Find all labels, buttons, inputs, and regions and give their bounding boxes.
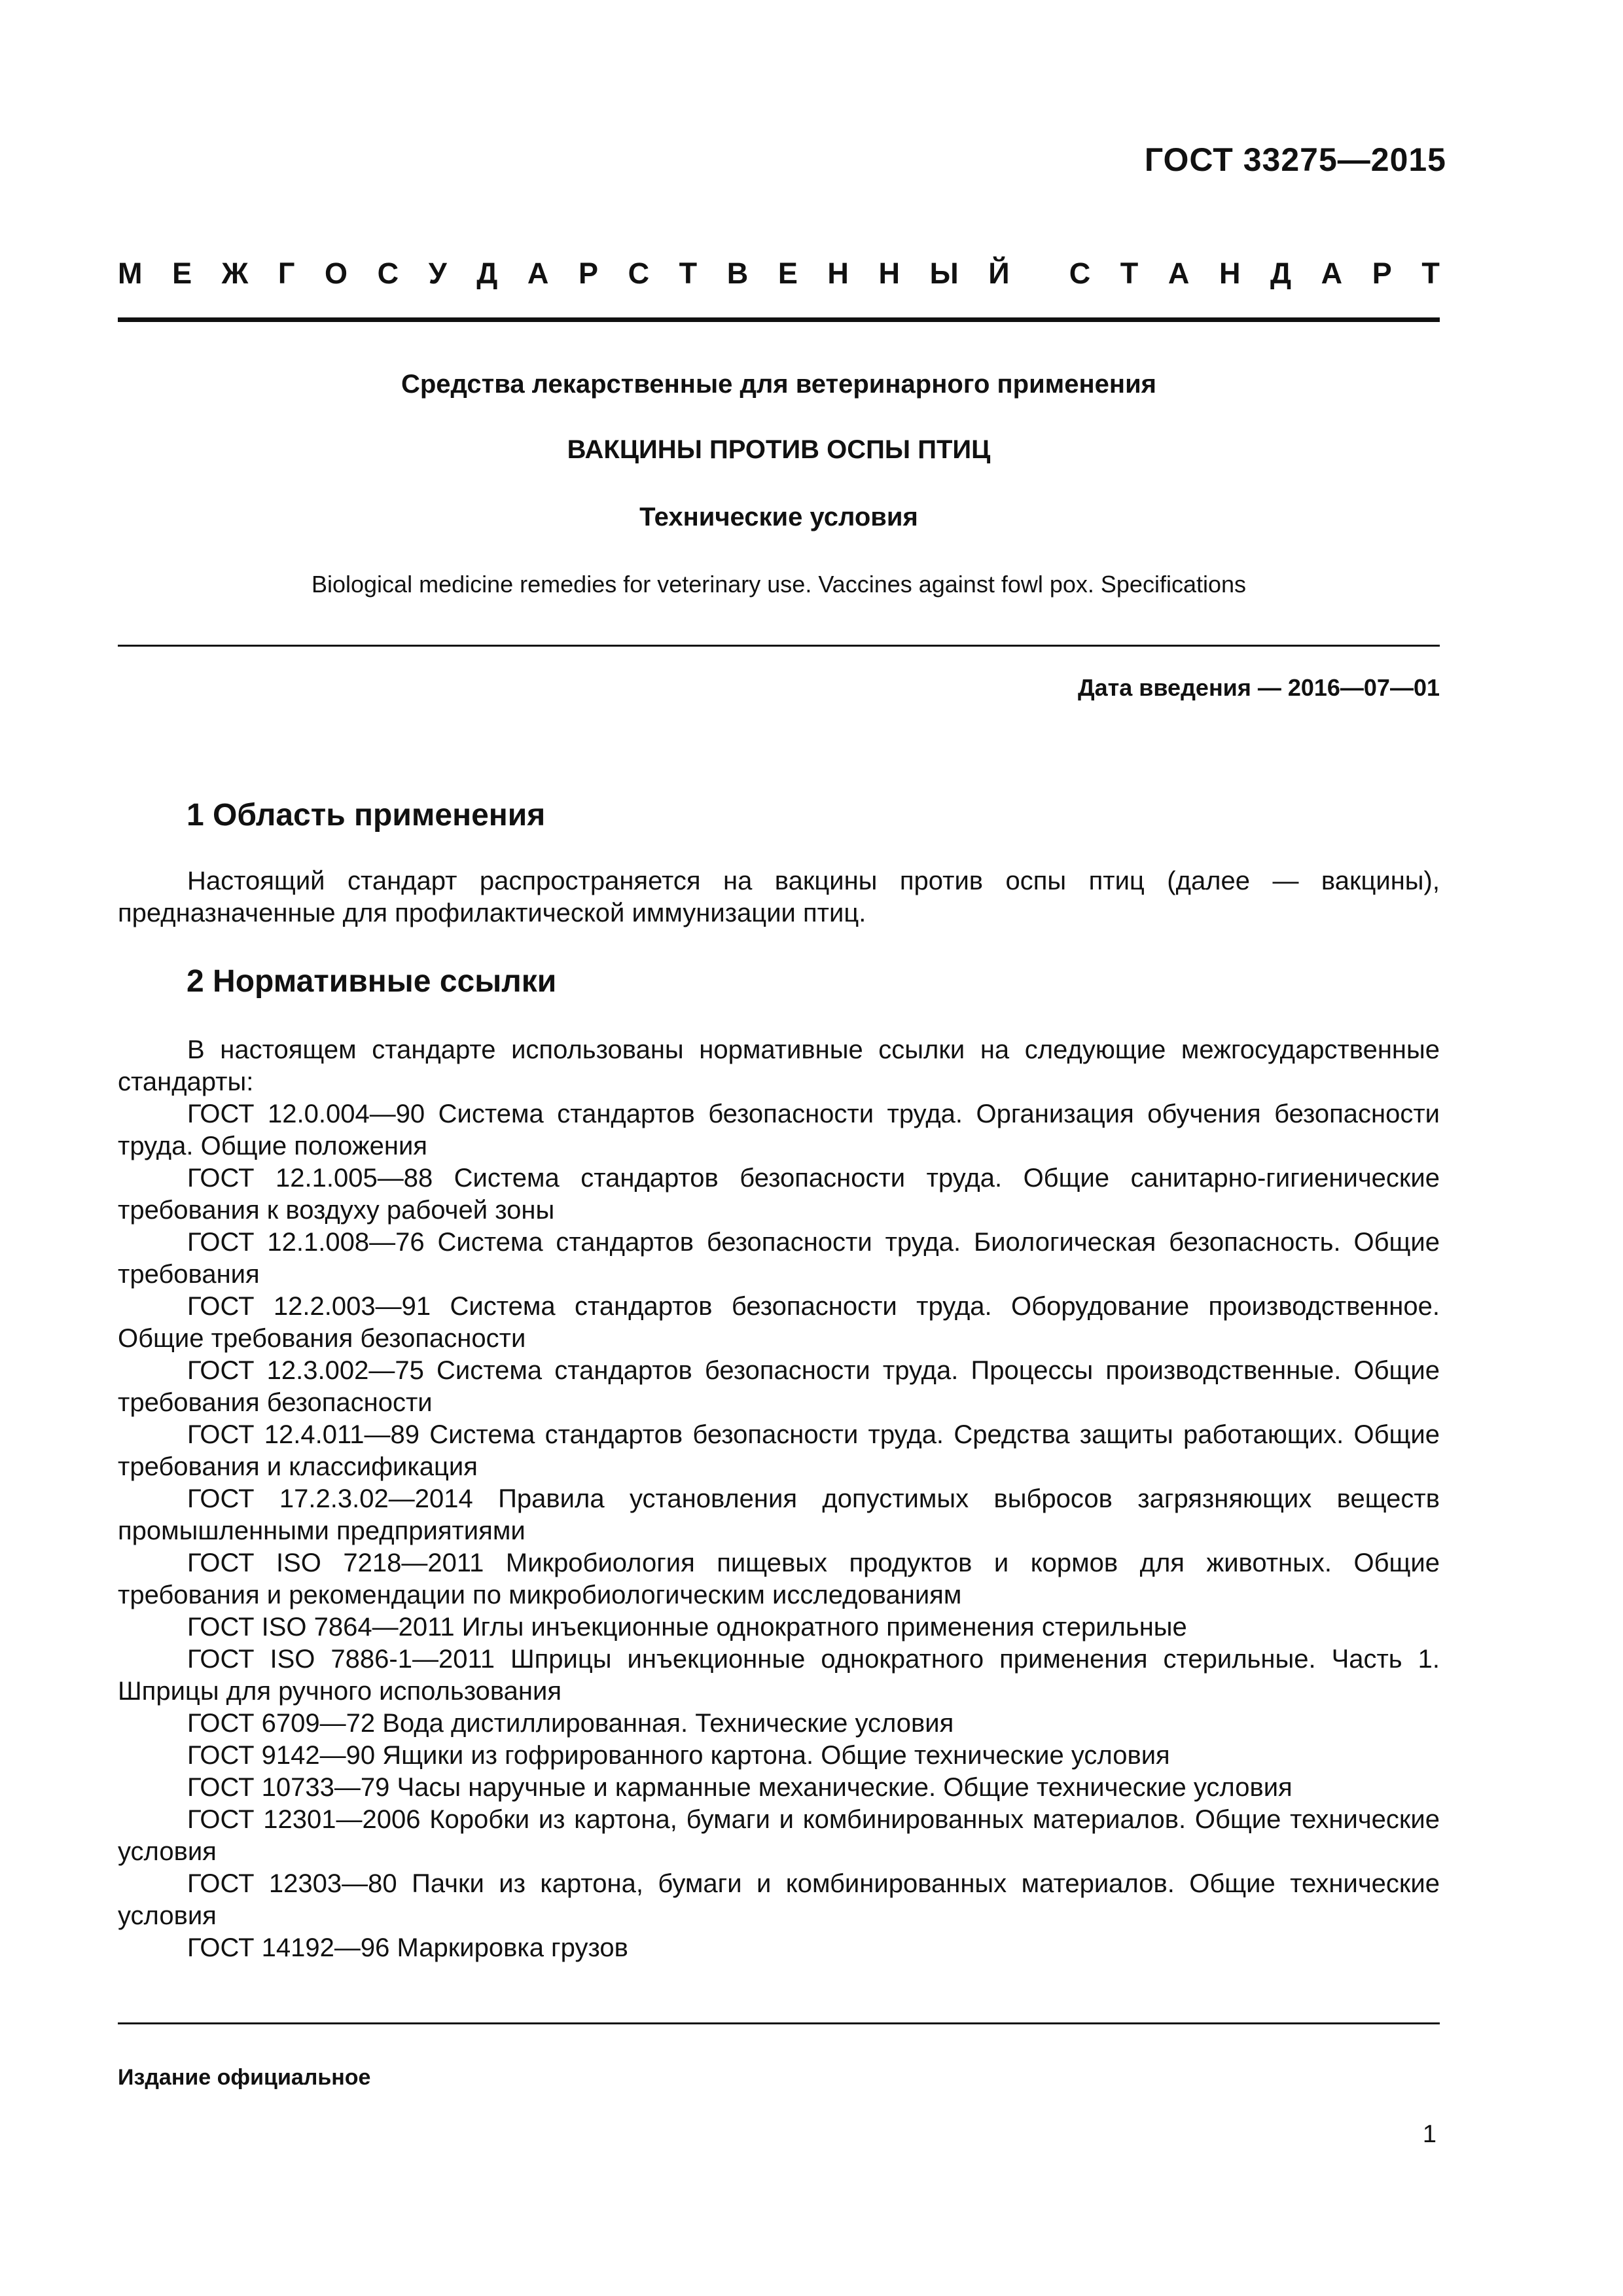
reference-item: ГОСТ 12303—80 Пачки из картона, бумаги и комбинированных материалов. Общие технические условия (118, 1869, 1440, 1930)
references-list (118, 1034, 1440, 1964)
english-title: Biological medicine remedies for veterinary use. Vaccines against fowl pox. Specifications (311, 571, 1247, 598)
introduction-date: Дата введения — 2016—07—01 (1077, 674, 1440, 701)
reference-item: ГОСТ 12.3.002—75 Система стандартов безопасности труда. Процессы производственные. Общие требования безопасности (118, 1356, 1440, 1417)
standard-type-letter: А (1168, 257, 1190, 290)
standard-type-letter: С (377, 257, 399, 290)
standard-type-letter: Н (1219, 257, 1241, 290)
document-subtitle: Средства лекарственные для ветеринарного применения (401, 370, 1157, 399)
reference-item: ГОСТ 12.4.011—89 Система стандартов безопасности труда. Средства защиты работающих. Общие требования и классификация (118, 1420, 1440, 1481)
standard-type-letter: Т (1120, 257, 1139, 290)
standard-type-letter: Т (1421, 257, 1440, 290)
document-title: ВАКЦИНЫ ПРОТИВ ОСПЫ ПТИЦ (567, 435, 991, 464)
page-number: 1 (1422, 2121, 1436, 2148)
standard-type-letter: Е (777, 257, 798, 290)
standard-type-letter: Ж (221, 257, 249, 290)
header-rule (118, 317, 1440, 322)
reference-item: ГОСТ 9142—90 Ящики из гофрированного картона. Общие технические условия (187, 1741, 1170, 1770)
standard-type-letter: О (325, 257, 348, 290)
standard-type-letter: Н (878, 257, 900, 290)
title-rule (118, 645, 1440, 647)
section-heading-scope: 1 Область применения (187, 798, 546, 833)
standard-type-letter: Г (277, 257, 295, 290)
standard-type-letter: Д (1270, 257, 1292, 290)
standard-type-letter: Р (1372, 257, 1392, 290)
standard-type-letter: Р (578, 257, 598, 290)
standard-type-letter: А (527, 257, 549, 290)
reference-item: ГОСТ 12.0.004—90 Система стандартов безопасности труда. Организация обучения безопасности труда. Общие положения (118, 1100, 1440, 1160)
standard-type-letter: С (628, 257, 650, 290)
reference-item: ГОСТ ISO 7864—2011 Иглы инъекционные однократного применения стерильные (187, 1613, 1187, 1641)
reference-item: ГОСТ 12.2.003—91 Система стандартов безопасности труда. Оборудование производственное. Общие требования безопасности (118, 1292, 1440, 1353)
standard-type-letter: Н (827, 257, 849, 290)
section-heading-references: 2 Нормативные ссылки (187, 964, 557, 999)
standard-type-letter: Й (988, 257, 1010, 290)
reference-item: ГОСТ 12.1.008—76 Система стандартов безопасности труда. Биологическая безопасность. Общие требования (118, 1228, 1440, 1289)
reference-item: ГОСТ 12301—2006 Коробки из картона, бумаги и комбинированных материалов. Общие технические условия (118, 1805, 1440, 1866)
reference-item: ГОСТ 12.1.005—88 Система стандартов безопасности труда. Общие санитарно-гигиенические требования к воздуху рабочей зоны (118, 1164, 1440, 1225)
standard-type-letter: У (428, 257, 447, 290)
reference-item: ГОСТ 10733—79 Часы наручные и карманные механические. Общие технические условия (187, 1773, 1293, 1802)
reference-item: ГОСТ ISO 7218—2011 Микробиология пищевых продуктов и кормов для животных. Общие требования и рекомендации по микробиологическим исследованиям (118, 1549, 1440, 1609)
document-subtitle-specs: Технические условия (639, 503, 918, 531)
reference-item: ГОСТ 17.2.3.02—2014 Правила установления допустимых выбросов загрязняющих веществ промышленными предприятиями (118, 1484, 1440, 1545)
standard-type-letter: Ы (929, 257, 959, 290)
standard-type-letter: Т (679, 257, 698, 290)
footer-rule (118, 2022, 1440, 2024)
standard-type-letter: В (726, 257, 749, 290)
scope-paragraph: Настоящий стандарт распространяется на вакцины против оспы птиц (далее — вакцины), предназначенные для профилактической иммунизации птиц. (118, 867, 1440, 927)
scope-text (118, 865, 1440, 929)
standard-type-letter: Е (172, 257, 192, 290)
standard-type-letter: Д (476, 257, 498, 290)
reference-item: ГОСТ 6709—72 Вода дистиллированная. Технические условия (187, 1709, 954, 1738)
references-intro: В настоящем стандарте использованы нормативные ссылки на следующие межгосударственные стандарты: (118, 1035, 1440, 1096)
reference-item: ГОСТ ISO 7886-1—2011 Шприцы инъекционные однократного применения стерильные. Часть 1. Шприцы для ручного использования (118, 1645, 1440, 1706)
standard-type-letter: С (1069, 257, 1091, 290)
standard-type-letter: М (118, 257, 143, 290)
reference-item: ГОСТ 14192—96 Маркировка грузов (187, 1933, 628, 1962)
standard-type (118, 257, 1440, 291)
edition-label: Издание официальное (118, 2065, 371, 2090)
standard-type-letter: А (1321, 257, 1343, 290)
gost-number: ГОСТ 33275—2015 (1144, 141, 1446, 178)
